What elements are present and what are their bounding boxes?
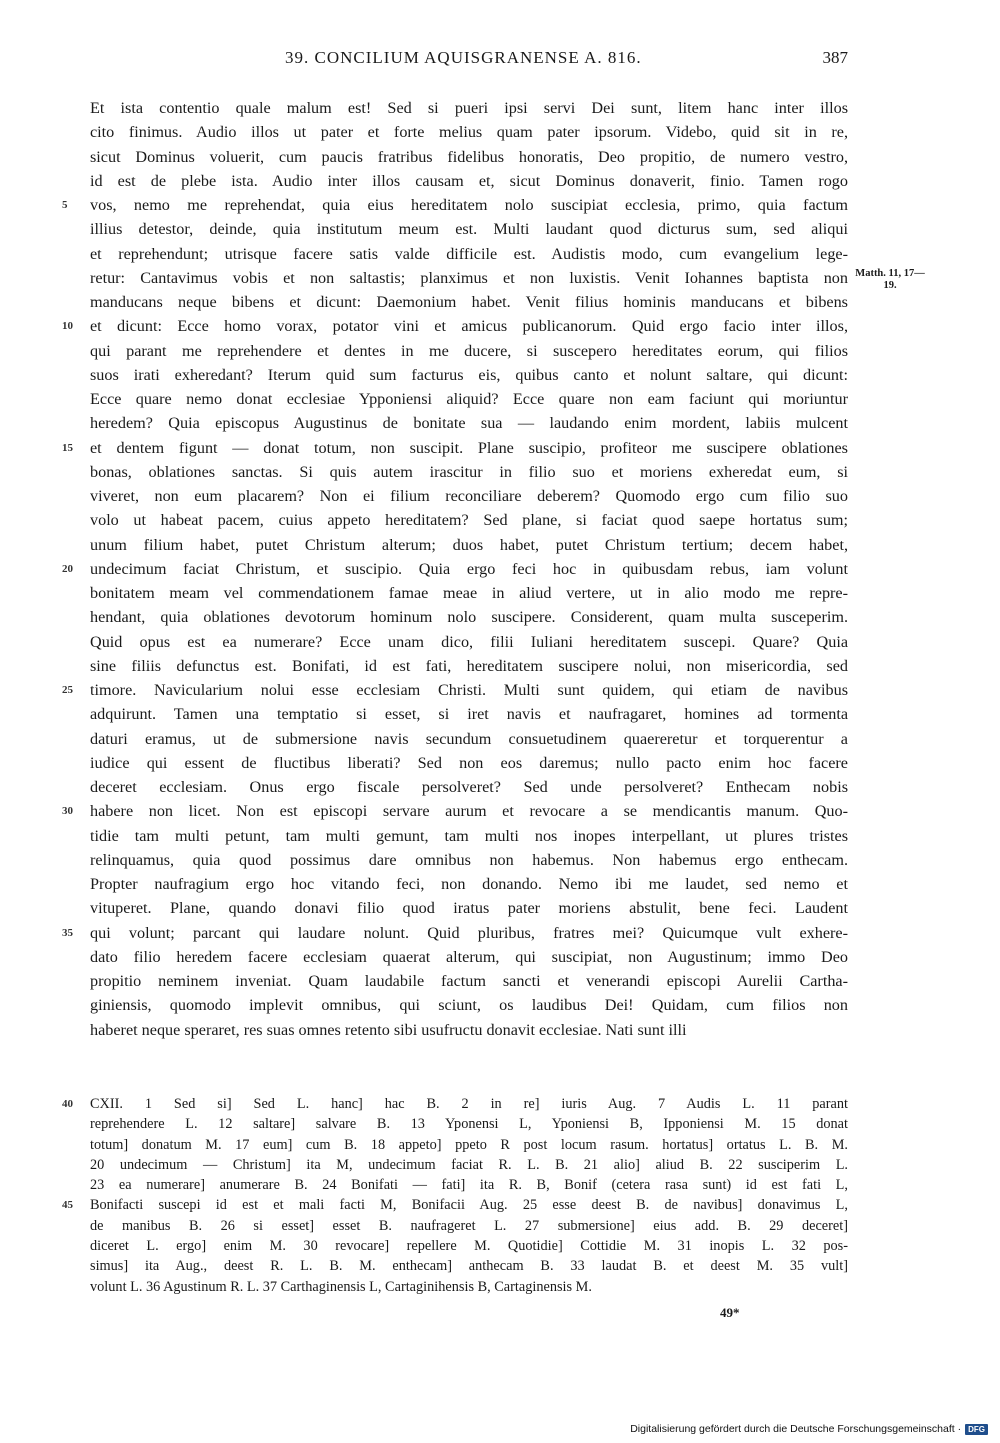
- line-text: illius detestor, deinde, quia institutum meum est. Multi laudant quod dicturus sum, sed aliqui: [90, 220, 848, 239]
- line-text: Propter naufragium ergo hoc vitando feci, non donando. Nemo ibi me laudet, sed nemo et: [90, 875, 848, 893]
- text-line: [90, 1018, 848, 1042]
- line-number: 25: [62, 684, 73, 696]
- line-text: Et ista contentio quale malum est! Sed si pueri ipsi servi Dei sunt, litem hanc inter illos: [90, 99, 848, 117]
- text-line: [90, 775, 848, 799]
- line-number: 45: [62, 1199, 73, 1212]
- line-number: 20: [62, 562, 73, 575]
- line-text: qui volunt; parcant qui laudare nolunt. Quid pluribus, fratres mei? Quicumque vult exhere-: [90, 923, 848, 942]
- line-text: viveret, non eum placarem? Non ei filium reconciliare deberem? Quomodo ergo cum filio suo: [90, 487, 848, 505]
- line-text: volo ut habeat pacem, cuius appeto hereditatem? Sed plane, si faciat quod saepe hortatus sum;: [90, 511, 848, 530]
- note-line: [90, 1236, 848, 1256]
- line-text: dato filio heredem facere ecclesiam quaerat alterum, qui suscipiat, non Augustinum; immo Deo: [90, 947, 848, 966]
- line-text: cito finimus. Audio illos ut pater et forte melius quam pater ipsorum. Videbo, quid sit in re,: [90, 123, 848, 142]
- line-text: 20 undecimum — Christum] ita M, undecimum faciat R. L. B. 21 alio] aliud B. 22 susciperim L.: [90, 1156, 848, 1173]
- line-text: suos irati exheredant? Iterum quid sum facturus eis, quibus canto et nolunt saltare, qui dicunt:: [90, 365, 848, 384]
- text-line: [90, 290, 848, 314]
- note-line: [62, 1195, 848, 1215]
- note-line: [90, 1114, 848, 1134]
- main-text: [62, 96, 848, 1042]
- line-text: de manibus B. 26 si esset] esset B. naufrageret L. 27 submersione] eius add. B. 29 deceret]: [90, 1217, 848, 1234]
- text-line: [90, 654, 848, 678]
- line-text: Quid opus est ea numerare? Ecce unam dico, filii Iuliani hereditatem suscepi. Quare? Quia: [90, 632, 848, 651]
- text-line: [90, 169, 848, 193]
- text-line: [90, 896, 848, 920]
- line-text: heredem? Quia episcopus Augustinus de bonitate sua — laudando enim mordent, labiis mulcent: [90, 414, 848, 433]
- line-text: daturi eramus, ut de submersione navis secundum consuetudinem quaereretur et torquerentur a: [90, 729, 848, 748]
- text-line: [90, 751, 848, 775]
- text-line: [62, 678, 848, 702]
- line-text: tidie tam multi petunt, tam multi gemunt, tam multi nos inopes interpellant, ut plures tristes: [90, 826, 848, 845]
- text-line: [62, 193, 848, 217]
- text-line: [90, 824, 848, 848]
- footer-credit: Digitalisierung gefördert durch die Deutsche Forschungsgemeinschaft ·: [630, 1423, 962, 1435]
- text-line: [90, 969, 848, 993]
- text-line: [90, 266, 848, 290]
- text-line: [90, 993, 848, 1017]
- text-line: [90, 872, 848, 896]
- text-line: [90, 217, 848, 241]
- line-text: propitio neminem inveniat. Quam laudabile factum sancti et venerandi episcopi Aurelii Cartha-: [90, 972, 848, 990]
- signature-mark: 49*: [720, 1305, 740, 1320]
- line-text: et dentem figunt — donat totum, non suscipit. Plane suscipio, profiteor me suscipere oblationes: [90, 438, 848, 457]
- text-line: [62, 436, 848, 460]
- text-line: [90, 945, 848, 969]
- footer: [630, 1423, 988, 1435]
- line-text: bonitatem meam vel commendationem famae meae in aliud vertere, ut in alio modo me repre-: [90, 584, 848, 602]
- note-line: [90, 1256, 848, 1276]
- text-line: [90, 533, 848, 557]
- text-line: [90, 484, 848, 508]
- line-text: hendant, quia oblationes devotorum hominum nolo suscipere. Considerent, quam multa susceperim.: [90, 608, 848, 627]
- text-line: [90, 145, 848, 169]
- line-text: sicut Dominus voluerit, cum paucis fratribus fidelibus honoratis, Deo propitio, de numero vestro,: [90, 147, 848, 166]
- text-line: [90, 460, 848, 484]
- line-text: et reprehendunt; utrisque facere satis valde difficile est. Audistis modo, cum evangelium lege-: [90, 244, 848, 263]
- line-text: haberet neque speraret, res suas omnes retento sibi usufructu donavit ecclesiae. Nati sunt illi: [90, 1020, 687, 1039]
- note-line: [90, 1135, 848, 1155]
- line-text: id est de plebe ista. Audio inter illos causam et, sicut Dominus donaverit, finio. Tamen rogo: [90, 171, 848, 190]
- margin-reference: Matth. 11, 17—19.: [855, 268, 925, 291]
- note-line: [62, 1094, 848, 1114]
- note-line: [90, 1155, 848, 1175]
- line-text: adquirunt. Tamen una temptatio si esset, si iret navis et naufragaret, homines ad tormenta: [90, 705, 848, 724]
- line-text: sine filiis defunctus est. Bonifati, id est fati, hereditatem suscipere nolui, non misericordia, sed: [90, 656, 848, 675]
- text-line: [90, 242, 848, 266]
- text-line: [90, 120, 848, 144]
- text-line: [90, 581, 848, 605]
- line-number: 10: [62, 320, 73, 333]
- text-line: [90, 848, 848, 872]
- line-text: giniensis, quomodo implevit omnibus, qui sciunt, os laudibus Dei! Quidam, cum filios non: [90, 996, 848, 1015]
- text-line: [62, 799, 848, 823]
- critical-apparatus: [62, 1094, 848, 1297]
- line-text: iudice qui essent de fluctibus liberati? Sed non eos daremus; nullo pacto enim hoc facere: [90, 753, 848, 772]
- line-text: reprehendere L. 12 saltare] salvare B. 13 Yponensi L, Yponiensi B, Ipponiensi M. 15 donat: [90, 1116, 848, 1133]
- line-text: et dicunt: Ecce homo vorax, potator vini et amicus publicanorum. Quid ergo facio inter illos,: [90, 317, 848, 336]
- line-text: 23 ea numerare] anumerare B. 24 Bonifati — fati] ita R. B, Bonif (cetera rasa sunt) id est fati L,: [90, 1177, 848, 1194]
- text-line: [90, 363, 848, 387]
- page-number: 387: [822, 48, 848, 67]
- text-line: [62, 557, 848, 581]
- text-line: [90, 339, 848, 363]
- line-text: habere non licet. Non est episcopi servare aurum et revocare a se mendicantis manum. Quo-: [90, 802, 848, 821]
- text-line: [90, 727, 848, 751]
- line-text: vituperet. Plane, quando donavi filio quod iratus pater moriens abstulit, bene feci. Laudent: [90, 899, 848, 918]
- text-line: [90, 702, 848, 726]
- line-text: manducans neque bibens et dicunt: Daemonium habet. Venit filius hominis manducans et bibens: [90, 293, 848, 311]
- line-text: qui parant me reprehendere et dentes in me ducere, si suscepero hereditates eorum, qui filios: [90, 341, 848, 360]
- line-text: simus] ita Aug., deest R. L. B. M. enthecam] anthecam B. 33 laudat B. et deest M. 35 vult]: [90, 1258, 848, 1275]
- text-line: [62, 314, 848, 338]
- running-header: [90, 48, 848, 76]
- text-line: [90, 508, 848, 532]
- note-line: [90, 1216, 848, 1236]
- note-line: [90, 1277, 848, 1297]
- text-line: [90, 630, 848, 654]
- line-text: CXII. 1 Sed si] Sed L. hanc] hac B. 2 in re] iuris Aug. 7 Audis L. 11 parant: [90, 1096, 848, 1112]
- line-text: Ecce quare nemo donat ecclesiae Ypponiensi aliquid? Ecce quare non eam faciunt qui moriuntur: [90, 390, 848, 408]
- line-number: 35: [62, 926, 73, 939]
- line-number: 30: [62, 805, 73, 818]
- line-text: totum] donatum M. 17 eum] cum B. 18 appeto] ppeto R post locum rasum. hortatus] ortatus L. B. M.: [90, 1136, 848, 1153]
- line-text: unum filium habet, putet Christum alterum; duos habet, putet Christum tertium; decem habet,: [90, 535, 848, 554]
- text-line: [90, 96, 848, 120]
- line-text: Bonifacti suscepi id est et mali facti M, Bonifacii Aug. 25 esse deest B. de navibus] donavimus L,: [90, 1197, 848, 1214]
- line-text: volunt L. 36 Agustinum R. L. 37 Carthaginensis L, Cartaginihensis B, Cartaginensis M.: [90, 1278, 592, 1295]
- note-line: [90, 1175, 848, 1195]
- line-text: undecimum faciat Christum, et suscipio. Quia ergo feci hoc in quibusdam rebus, iam volunt: [90, 559, 848, 578]
- text-line: [62, 921, 848, 945]
- line-text: vos, nemo me reprehendat, quia eius hereditatem nolo suscipiat ecclesia, primo, quia factum: [90, 196, 848, 214]
- text-line: [90, 387, 848, 411]
- line-text: bonas, oblationes sanctas. Si quis autem irascitur in filio suo et moriens exheredat eum, si: [90, 462, 848, 481]
- page-title: 39. CONCILIUM AQUISGRANENSE A. 816.: [285, 48, 642, 67]
- line-number: 5: [62, 199, 68, 211]
- line-text: relinquamus, quia quod possimus dare omnibus non habemus. Non habemus ergo enthecam.: [90, 850, 848, 869]
- text-line: [90, 411, 848, 435]
- line-text: deceret ecclesiam. Onus ergo fiscale persolveret? Sed unde persolveret? Enthecam nobis: [90, 778, 848, 796]
- line-text: timore. Navicularium nolui esse ecclesiam Christi. Multi sunt quidem, qui etiam de navibus: [90, 681, 848, 699]
- line-number: 15: [62, 441, 73, 454]
- line-text: retur: Cantavimus vobis et non saltastis; planximus et non luxistis. Venit Iohannes baptista non: [90, 268, 848, 287]
- line-number: 40: [62, 1098, 73, 1110]
- text-line: [90, 605, 848, 629]
- line-text: diceret L. ergo] enim M. 30 revocare] repellere M. Quotidie] Cottidie M. 31 inopis L. 32 pos-: [90, 1238, 848, 1255]
- dfg-logo: DFG: [965, 1424, 988, 1435]
